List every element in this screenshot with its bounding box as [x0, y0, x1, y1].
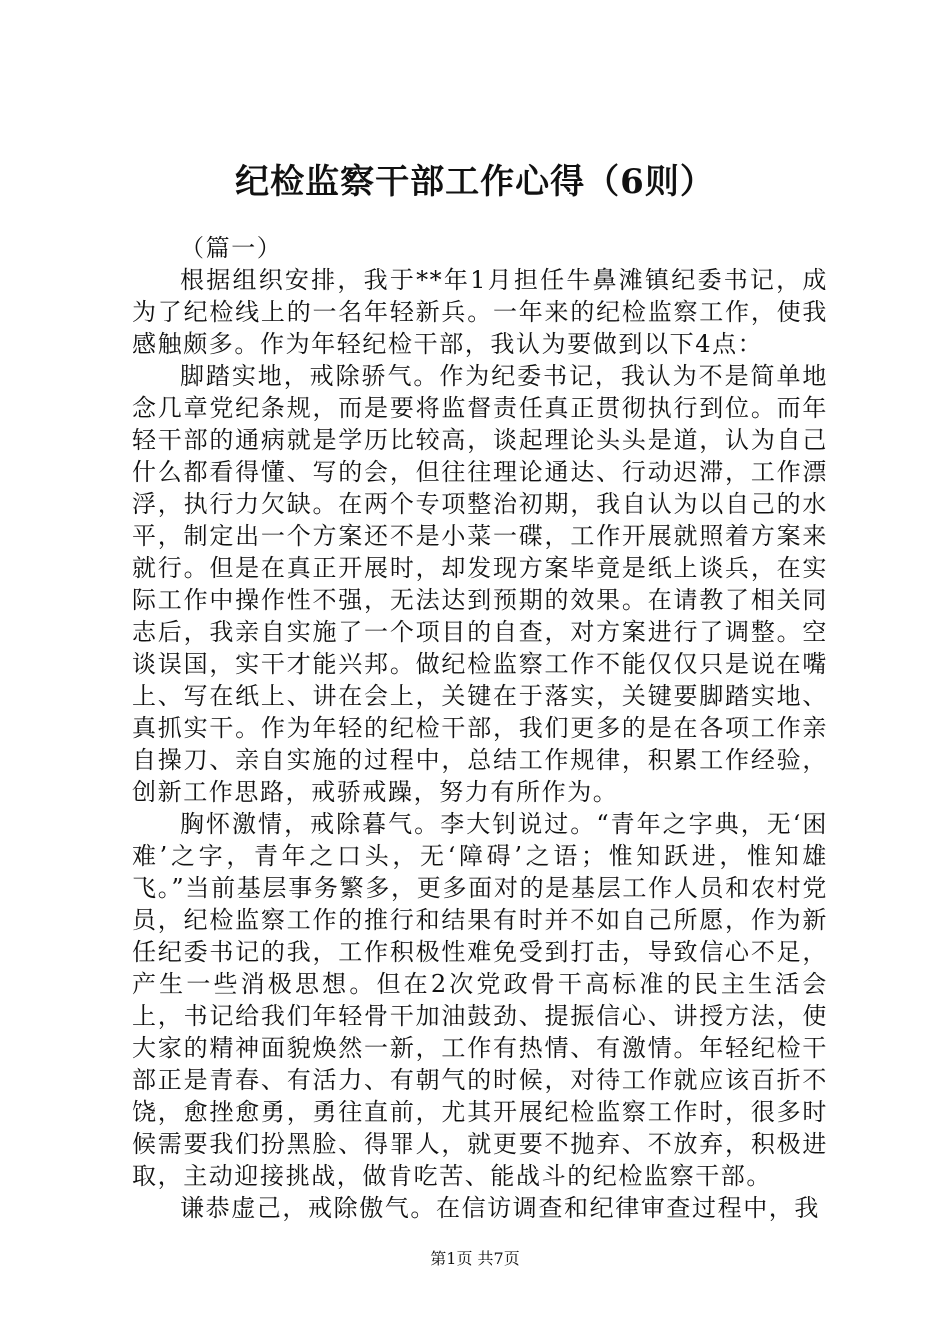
paragraph: 脚踏实地，戒除骄气。作为纪委书记，我认为不是简单地念几章党纪条规，而是要将监督责任真正贯彻执行到位。而年轻干部的通病就是学历比较高，谈起理论头头是道，认为自己什么都看得懂、写的会，但往往理论通达、行动迟滞，工作漂浮，执行力欠缺。在两个专项整治初期，我自认为以自己的水平，制定出一个方案还不是小菜一碟，工作开展就照着方案来就行。但是在真正开展时，却发现方案毕竟是纸上谈兵，在实际工作中操作性不强，无法达到预期的效果。在请教了相关同志后，我亲自实施了一个项目的自查，对方案进行了调整。空谈误国，实干才能兴邦。做纪检监察工作不能仅仅只是说在嘴上、写在纸上、讲在会上，关键在于落实，关键要脚踏实地、真抓实干。作为年轻的纪检干部，我们更多的是在各项工作亲自操刀、亲自实施的过程中，总结工作规律，积累工作经验，创新工作思路，戒骄戒躁，努力有所作为。 — [132, 362, 828, 806]
section-label: （篇一） — [180, 234, 283, 262]
paragraph: 谦恭虚己，戒除傲气。在信访调查和纪律审查过程中，我 — [180, 1194, 820, 1222]
paragraph: 胸怀激情，戒除暮气。李大钊说过。“青年之字典，无‘困难’之字，青年之口头，无‘障碍’之语；惟知跃进，惟知雄飞。”当前基层事务繁多，更多面对的是基层工作人员和农村党员，纪检监察工作的推行和结果有时并不如自己所愿，作为新任纪委书记的我，工作积极性难免受到打击，导致信心不足，产生一些消极思想。但在2次党政骨干高标准的民主生活会上，书记给我们年轻骨干加油鼓劲、提振信心、讲授方法，使大家的精神面貌焕然一新，工作有热情、有激情。年轻纪检干部正是青春、有活力、有朝气的时候，对待工作就应该百折不饶，愈挫愈勇，勇往直前，尤其开展纪检监察工作时，很多时候需要我们扮黑脸、得罪人，就更要不抛弃、不放弃，积极进取，主动迎接挑战，做肯吃苦、能战斗的纪检监察干部。 — [132, 810, 828, 1190]
document-title: 纪检监察干部工作心得（6则） — [235, 162, 715, 202]
document-body — [132, 232, 828, 1224]
paragraph: 根据组织安排，我于**年1月担任牛鼻滩镇纪委书记，成为了纪检线上的一名年轻新兵。一年来的纪检监察工作，使我感触颇多。作为年轻纪检干部，我认为要做到以下4点： — [132, 266, 828, 358]
page-footer: 第1页 共7页 — [430, 1249, 520, 1268]
